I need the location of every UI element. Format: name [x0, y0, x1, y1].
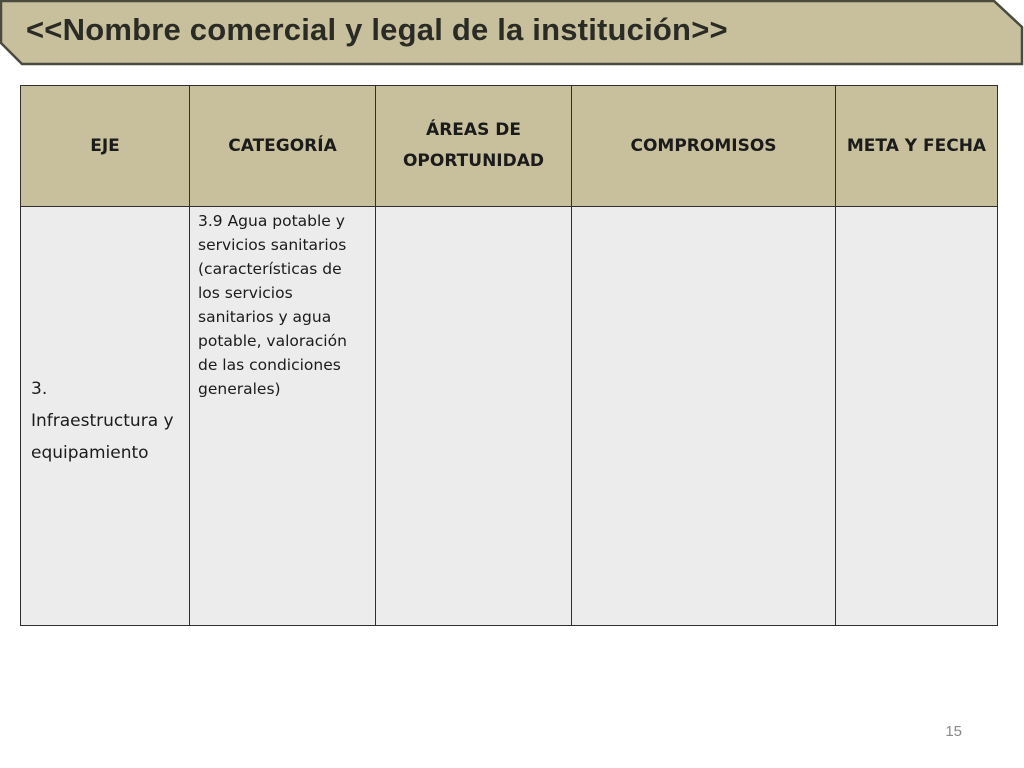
commitments-table — [20, 85, 998, 626]
page-number: 15 — [945, 723, 962, 740]
table-header-row — [21, 86, 998, 207]
cell-compromisos[interactable] — [572, 207, 836, 626]
header-areas-oportunidad: ÁREAS DE OPORTUNIDAD — [376, 86, 572, 207]
cell-categoria[interactable]: 3.9 Agua potable y servicios sanitarios (características de los servicios sanitarios y agua potable, valoración de las condiciones generales) — [190, 207, 376, 626]
header-meta-fecha: META Y FECHA — [836, 86, 998, 207]
cell-areas-oportunidad[interactable] — [376, 207, 572, 626]
slide-title: <<Nombre comercial y legal de la institución>> — [26, 12, 728, 47]
cell-eje[interactable]: 3. Infraestructura y equipamiento — [21, 207, 190, 626]
title-banner — [0, 0, 1024, 66]
table-row — [21, 207, 998, 626]
header-eje: EJE — [21, 86, 190, 207]
header-compromisos: COMPROMISOS — [572, 86, 836, 207]
cell-meta-fecha[interactable] — [836, 207, 998, 626]
header-categoria: CATEGORÍA — [190, 86, 376, 207]
